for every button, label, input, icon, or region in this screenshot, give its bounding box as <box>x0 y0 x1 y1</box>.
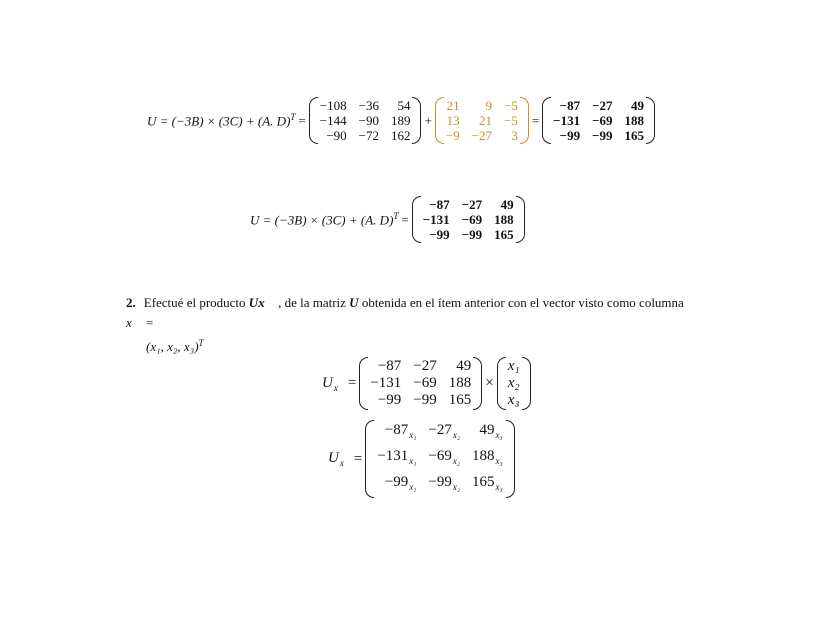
matrix-cell: x₂ <box>452 456 460 466</box>
eq3-equals: = <box>347 375 357 391</box>
matrix-cell: −131 <box>377 448 409 464</box>
matrix-cell: −131 <box>422 212 450 227</box>
matrix-cell: −99 <box>429 227 450 242</box>
eq2-equals: = <box>401 211 409 227</box>
matrix-cell: −87 <box>559 98 581 113</box>
matrix-cell <box>377 448 416 470</box>
paren <box>365 420 374 498</box>
eq3-lhs: $U_{x⃗}$ <box>322 374 345 393</box>
paren <box>435 97 444 144</box>
item-line2-sup: T <box>198 338 204 348</box>
item-number: 2. <box>126 295 136 310</box>
item-2-text <box>126 293 696 357</box>
matrix-cell: −99 <box>461 227 483 242</box>
matrix-cell: −27 <box>592 98 613 113</box>
equation-2 <box>250 196 525 243</box>
equation-3 <box>322 357 531 410</box>
matrix-cell: 49 <box>500 197 514 212</box>
matrix-cell: −9 <box>445 128 460 143</box>
item-text-c: obtenida en el ítem anterior con el vector visto como columna <box>358 295 684 310</box>
matrix-m1 <box>309 97 422 144</box>
eq1-plus: + <box>424 112 432 128</box>
matrix-cell: 21 <box>446 98 460 113</box>
matrix-m3 <box>542 97 655 144</box>
matrix-cell: 21 <box>478 113 492 128</box>
matrix-cell: 49 <box>631 98 645 113</box>
matrix-cell: −87 <box>384 422 409 438</box>
matrix-cell: 49 <box>456 358 472 374</box>
matrix-cell: x₁ <box>409 456 417 466</box>
matrix-cell: −5 <box>503 113 518 128</box>
matrix-cell: −27 <box>428 422 452 438</box>
matrix-cell: 49 <box>479 422 495 438</box>
matrix-cell: −144 <box>319 113 347 128</box>
matrix-cell: −27 <box>413 358 437 374</box>
equation-1 <box>147 97 655 144</box>
item-text-b: , de la matriz <box>274 295 350 310</box>
eq1-lhs: U = (−3B) × (3C) + (A. D)$^T$ <box>147 111 296 129</box>
matrix-cell: −69 <box>592 113 613 128</box>
matrix-cell <box>428 448 460 470</box>
matrix-cell: x₂ <box>452 482 460 492</box>
item-line2: (x₁, x₂, x₃) <box>146 339 199 355</box>
matrix-cell: −27 <box>471 128 492 143</box>
matrix-eq3 <box>359 357 482 410</box>
paren <box>473 357 482 410</box>
matrix-cell: x₁ <box>507 358 520 374</box>
paren <box>520 97 529 144</box>
matrix-cell: −87 <box>429 197 450 212</box>
matrix-cell: 9 <box>485 98 492 113</box>
paren <box>412 196 421 243</box>
matrix-cell: 165 <box>448 392 472 408</box>
matrix-eq4 <box>365 420 514 498</box>
matrix-cell: −36 <box>358 98 379 113</box>
eq3-times: × <box>485 375 494 391</box>
matrix-cell: 165 <box>472 474 495 490</box>
matrix-cell: 188 <box>494 212 514 227</box>
matrix-cell: −90 <box>358 113 379 128</box>
matrix-cell: −99 <box>428 474 452 490</box>
item-ux: U <box>248 295 259 310</box>
matrix-cell: 162 <box>390 128 411 143</box>
matrix-cell <box>472 422 503 444</box>
matrix-cell: −69 <box>428 448 452 464</box>
matrix-cell: x₃ <box>495 430 503 440</box>
matrix-cell <box>428 474 460 496</box>
item-xeq: x⃗ = <box>126 315 154 330</box>
matrix-eq2 <box>412 196 525 243</box>
item-xvec: x⃗ <box>258 295 275 310</box>
matrix-cell <box>428 422 460 444</box>
matrix-cell: 13 <box>446 113 460 128</box>
matrix-cell: −99 <box>592 128 613 143</box>
paren <box>542 97 551 144</box>
eq2-lhs: U = (−3B) × (3C) + (A. D)$^T$ <box>250 210 399 228</box>
matrix-cell: 165 <box>624 128 645 143</box>
matrix-cell: −131 <box>370 375 402 391</box>
matrix-cell: 3 <box>511 128 518 143</box>
paren <box>506 420 515 498</box>
paren <box>646 97 655 144</box>
matrix-cell: x₁ <box>409 430 417 440</box>
matrix-cell <box>377 474 416 496</box>
matrix-cell: x₂ <box>507 375 520 391</box>
matrix-cell: −27 <box>461 197 483 212</box>
matrix-cell: 165 <box>494 227 514 242</box>
matrix-cell: x₃ <box>507 392 520 408</box>
matrix-cell: x₃ <box>495 456 503 466</box>
matrix-cell: −72 <box>358 128 379 143</box>
paren <box>497 357 506 410</box>
matrix-cell: 54 <box>397 98 411 113</box>
matrix-cell <box>472 448 503 470</box>
matrix-cell: x₃ <box>495 482 503 492</box>
matrix-cell: −99 <box>384 474 409 490</box>
eq1-equals: = <box>298 112 306 128</box>
matrix-m2 <box>435 97 529 144</box>
matrix-cell: −87 <box>377 358 402 374</box>
matrix-cell: −69 <box>461 212 483 227</box>
eq4-lhs: $U_{x⃗}$ <box>328 450 351 468</box>
matrix-cell: −5 <box>503 98 518 113</box>
eq1-equals-2: = <box>531 112 540 128</box>
matrix-cell: −99 <box>559 128 581 143</box>
matrix-cell: −99 <box>377 392 402 408</box>
eq4-equals: = <box>353 450 363 467</box>
matrix-cell: −90 <box>326 128 347 143</box>
matrix-cell: −69 <box>413 375 437 391</box>
matrix-cell: 188 <box>472 448 495 464</box>
paren <box>412 97 421 144</box>
matrix-cell: x₂ <box>452 430 460 440</box>
matrix-cell: 188 <box>624 113 645 128</box>
matrix-cell: −108 <box>319 98 347 113</box>
paren <box>522 357 531 410</box>
item-u: U <box>349 295 359 310</box>
matrix-cell <box>472 474 503 496</box>
matrix-cell: 188 <box>448 375 472 391</box>
vector-x <box>497 357 531 410</box>
paren <box>359 357 368 410</box>
matrix-cell: 189 <box>390 113 411 128</box>
matrix-cell: x₁ <box>409 482 417 492</box>
paren <box>516 196 525 243</box>
matrix-cell: −131 <box>553 113 581 128</box>
matrix-cell <box>377 422 416 444</box>
equation-4 <box>328 420 515 498</box>
item-text-a: Efectué el producto <box>143 295 249 310</box>
paren <box>309 97 318 144</box>
matrix-cell: −99 <box>413 392 437 408</box>
